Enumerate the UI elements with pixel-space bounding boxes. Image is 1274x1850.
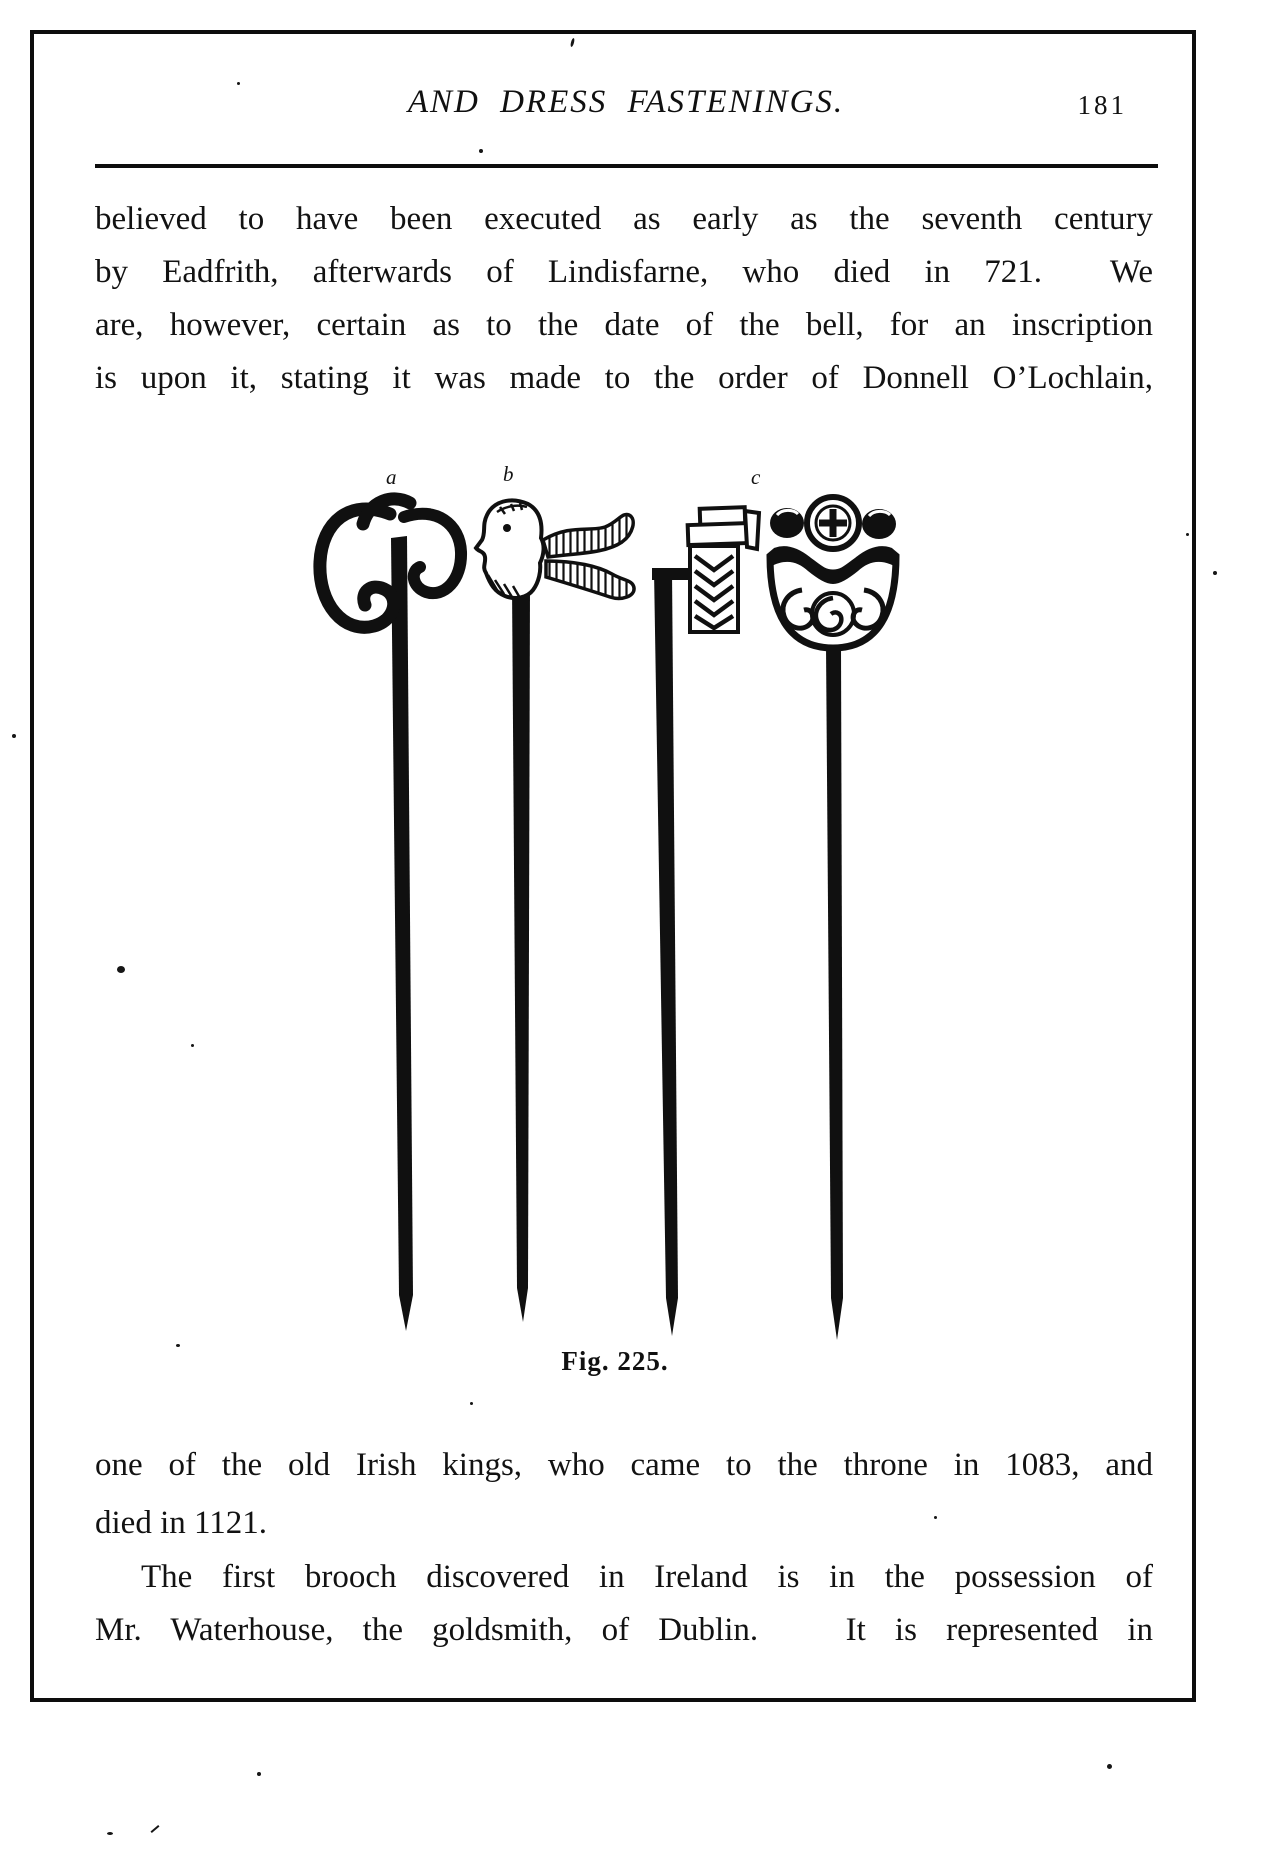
scan-speck [237, 82, 240, 85]
scan-speck [257, 1772, 261, 1776]
text-line: is upon it, stating it was made to the order of Donnell O’Lochlain, [95, 360, 1153, 396]
scan-speck [107, 1832, 113, 1835]
text-line: Mr. Waterhouse, the goldsmith, of Dublin. It is represented in [95, 1612, 1153, 1648]
header-rule [95, 164, 1158, 168]
text-line: The first brooch discovered in Ireland is in the possession of [141, 1559, 1153, 1595]
figure-label-c: c [751, 465, 761, 489]
text-line: believed to have been executed as early as the seventh century [95, 201, 1153, 237]
paragraph-2 [95, 1436, 1153, 1552]
scan-speck [934, 1516, 937, 1519]
paragraph-3 [95, 1551, 1153, 1657]
scan-speck [117, 966, 125, 973]
scan-speck [1186, 533, 1189, 536]
scan-speck [479, 149, 483, 153]
figure-label-b: b [503, 462, 514, 486]
text-line: are, however, certain as to the date of the bell, for an inscription [95, 307, 1153, 343]
scan-speck [12, 734, 16, 738]
text-line: died in 1121. [95, 1505, 268, 1541]
scan-speck [1213, 571, 1217, 575]
running-header: AND DRESS FASTENINGS. [407, 84, 845, 120]
scan-speck [191, 1044, 194, 1047]
scan-speck [470, 1402, 473, 1405]
page-number: 181 [1077, 90, 1127, 120]
text-line: by Eadfrith, afterwards of Lindisfarne, who died in 721. We [95, 254, 1153, 290]
scan-speck [151, 1825, 160, 1833]
text-line: one of the old Irish kings, who came to the throne in 1083, and [95, 1447, 1153, 1483]
scan-speck [1107, 1764, 1112, 1769]
figure-caption: Fig. 225. [561, 1346, 669, 1376]
scan-speck [176, 1344, 180, 1347]
figure-label-a: a [386, 465, 397, 489]
paragraph-1 [95, 193, 1153, 405]
